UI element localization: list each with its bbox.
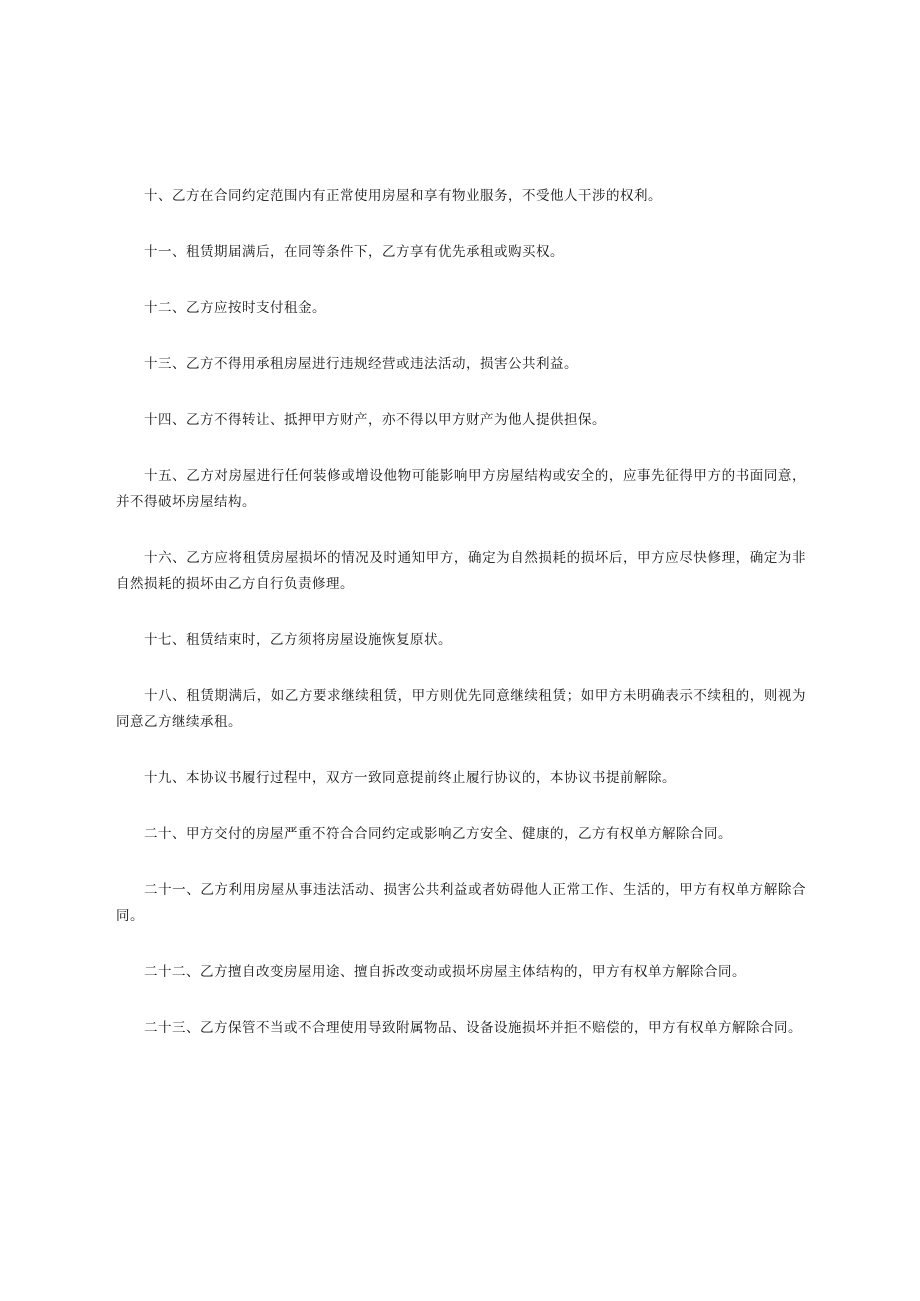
clause-18: 十八、租赁期满后，如乙方要求继续租赁，甲方则优先同意继续租赁；如甲方未明确表示不续租的，则视为同意乙方继续承租。 [116, 688, 806, 730]
document-page [116, 183, 806, 1071]
clause-23: 二十三、乙方保管不当或不合理使用导致附属物品、设备设施损坏并拒不赔偿的，甲方有权单方解除合同。 [144, 1020, 802, 1036]
clause-19: 十九、本协议书履行过程中，双方一致同意提前终止履行协议的，本协议书提前解除。 [144, 770, 676, 786]
clause-11: 十一、租赁期届满后，在同等条件下，乙方享有优先承租或购买权。 [144, 244, 564, 260]
clause-14: 十四、乙方不得转让、抵押甲方财产，亦不得以甲方财产为他人提供担保。 [144, 412, 606, 428]
clause-21: 二十一、乙方利用房屋从事违法活动、损害公共利益或者妨碍他人正常工作、生活的，甲方有权单方解除合同。 [116, 882, 806, 924]
clause-13: 十三、乙方不得用承租房屋进行违规经营或违法活动，损害公共利益。 [144, 356, 578, 372]
clause-20: 二十、甲方交付的房屋严重不符合合同约定或影响乙方安全、健康的，乙方有权单方解除合同。 [144, 826, 732, 842]
clause-22: 二十二、乙方擅自改变房屋用途、擅自拆改变动或损坏房屋主体结构的，甲方有权单方解除合同。 [144, 964, 746, 980]
clause-12: 十二、乙方应按时支付租金。 [144, 300, 326, 316]
clause-15: 十五、乙方对房屋进行任何装修或增设他物可能影响甲方房屋结构或安全的，应事先征得甲方的书面同意，并不得破坏房屋结构。 [116, 468, 806, 510]
clause-10: 十、乙方在合同约定范围内有正常使用房屋和享有物业服务，不受他人干涉的权利。 [144, 188, 662, 204]
clause-17: 十七、租赁结束时，乙方须将房屋设施恢复原状。 [144, 632, 452, 648]
clause-16: 十六、乙方应将租赁房屋损坏的情况及时通知甲方，确定为自然损耗的损坏后，甲方应尽快修理，确定为非自然损耗的损坏由乙方自行负责修理。 [116, 550, 806, 592]
